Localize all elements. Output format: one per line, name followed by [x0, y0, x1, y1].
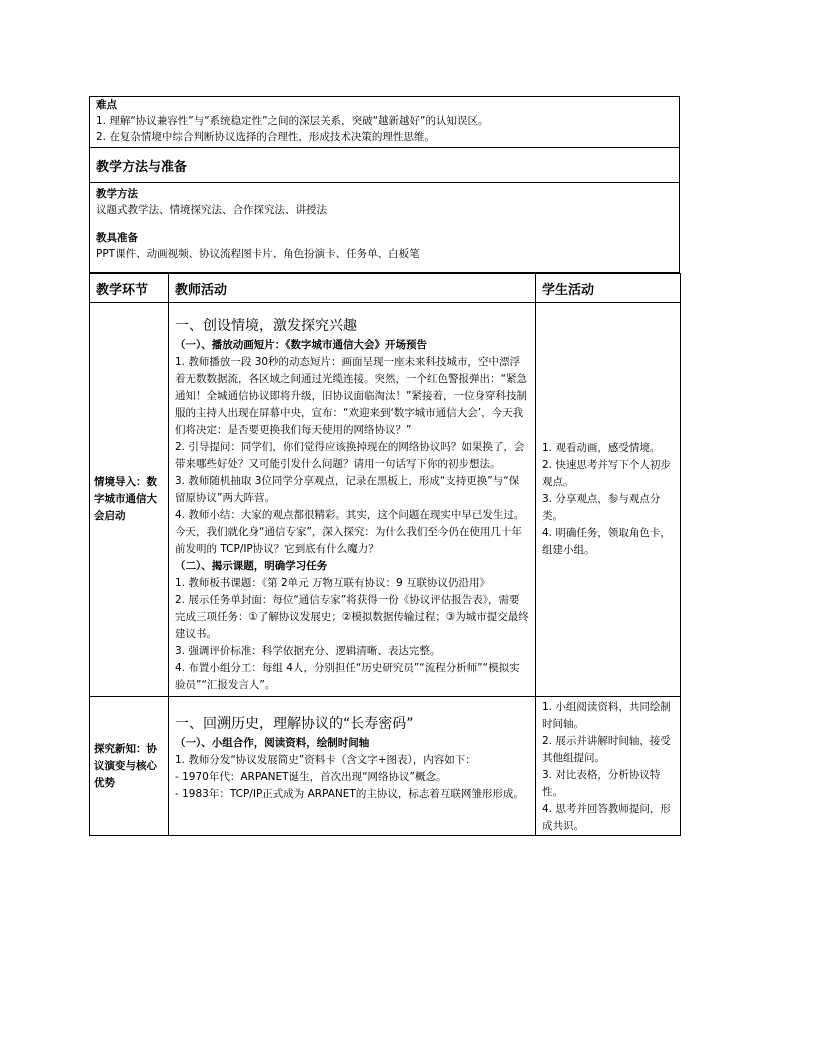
- section-title: 一、创设情境，激发探究兴趣: [175, 318, 357, 334]
- activity-table: [89, 273, 681, 836]
- stage-cell: 情境导入：数字城市通信大会启动: [90, 303, 169, 697]
- student-step: 4. 思考并回答教师提问，形成共识。: [542, 803, 671, 832]
- subsection-heading: （一）、播放动画短片：《数字城市通信大会》开场预告: [175, 339, 427, 351]
- difficulty-heading: 难点: [96, 99, 117, 111]
- stage-cell: 探究新知：协议演变与核心优势: [90, 697, 169, 836]
- teacher-activity-cell: [169, 303, 536, 697]
- table-row: [90, 303, 681, 697]
- student-step: 1. 观看动画，感受情境。: [542, 442, 661, 454]
- lesson-plan-page: [89, 96, 680, 836]
- teacher-step: - 1983年：TCP/IP正式成为 ARPANET的主协议，标志着互联网雏形形成。: [175, 788, 524, 800]
- difficulty-item-1: 1. 理解“协议兼容性”与“系统稳定性”之间的深层关系，突破“越新越好”的认知误区。: [96, 115, 489, 127]
- header-stage: 教学环节: [90, 274, 169, 303]
- student-step: 2. 展示并讲解时间轴，接受其他组提问。: [542, 735, 671, 764]
- teacher-step: 4. 布置小组分工：每组 4人，分别担任“历史研究员”“流程分析师”“模拟实验员”“汇报发言人”。: [175, 662, 520, 691]
- methods-section: [90, 183, 679, 273]
- student-activity-cell: [536, 303, 681, 697]
- teacher-step: 1. 教师播放一段 30秒的动态短片：画面呈现一座未来科技城市，空中漂浮着无数数据流，各区域之间通过光缆连接。突然，一个红色警报弹出：“紧急通知！全城通信协议即将升级，旧协议面临淘汰！”紧接着，一位身穿科技制服的主持人出现在屏幕中央，宣布：“欢迎来到‘数字城市通信大会’，今天我们将决定：是否要更换我们每天使用的网络协议？”: [175, 356, 527, 436]
- student-activity-cell: [536, 697, 681, 836]
- tools-label: 教具准备: [96, 232, 138, 244]
- student-step: 2. 快速思考并写下个人初步观点。: [542, 459, 671, 488]
- header-student: 学生活动: [536, 274, 681, 303]
- teacher-step: 1. 教师板书课题：《第 2单元 万物互联有协议：9 互联协议仍沿用》: [175, 577, 490, 589]
- teacher-step: 1. 教师分发“协议发展简史”资料卡（含文字+图表），内容如下：: [175, 754, 476, 766]
- subsection-heading: （二）、揭示课题，明确学习任务: [175, 560, 328, 572]
- method-text: 议题式教学法、情境探究法、合作探究法、讲授法: [96, 204, 327, 216]
- subsection-heading: （一）、小组合作，阅读资料，绘制时间轴: [175, 737, 370, 749]
- method-label: 教学方法: [96, 188, 138, 200]
- teacher-step: 2. 引导提问：同学们，你们觉得应该换掉现在的网络协议吗？如果换了，会带来哪些好处？又可能引发什么问题？请用一句话写下你的初步想法。: [175, 441, 525, 470]
- teacher-step: 3. 强调评价标准：科学依据充分、逻辑清晰、表达完整。: [175, 645, 441, 657]
- lesson-plan-top-box: [89, 96, 680, 273]
- teacher-step: 4. 教师小结：大家的观点都很精彩。其实，这个问题在现实中早已发生过。今天，我们就化身“通信专家”，深入探究：为什么我们至今仍在使用几十年前发明的 TCP/IP协议？它到底有什么魔力？: [175, 509, 525, 555]
- difficulty-section: [90, 97, 679, 148]
- teacher-step: 3. 教师随机抽取 3位同学分享观点，记录在黑板上，形成“支持更换”与“保留原协议”两大阵营。: [175, 475, 520, 504]
- table-row: [90, 697, 681, 836]
- student-step: 4. 明确任务，领取角色卡，组建小组。: [542, 527, 671, 556]
- methods-heading-section: [90, 148, 679, 183]
- teacher-activity-cell: [169, 697, 536, 836]
- student-step: 3. 分享观点，参与观点分类。: [542, 493, 661, 522]
- teacher-step: 2. 展示任务单封面：每位“通信专家”将获得一份《协议评估报告表》，需要完成三项任务：①了解协议发展史；②模拟数据传输过程；③为城市提交最终建议书。: [175, 594, 529, 640]
- tools-text: PPT课件、动画视频、协议流程图卡片、角色扮演卡、任务单、白板笔: [96, 248, 420, 260]
- section-title: 一、回溯历史，理解协议的“长寿密码”: [175, 716, 414, 732]
- table-header-row: [90, 274, 681, 303]
- student-step: 3. 对比表格，分析协议特性。: [542, 769, 661, 798]
- teacher-step: - 1970年代：ARPANET诞生，首次出现“网络协议”概念。: [175, 771, 447, 783]
- header-teacher: 教师活动: [169, 274, 536, 303]
- student-step: 1. 小组阅读资料，共同绘制时间轴。: [542, 701, 671, 730]
- difficulty-item-2: 2. 在复杂情境中综合判断协议选择的合理性，形成技术决策的理性思维。: [96, 131, 435, 143]
- methods-heading: 教学方法与准备: [96, 160, 188, 175]
